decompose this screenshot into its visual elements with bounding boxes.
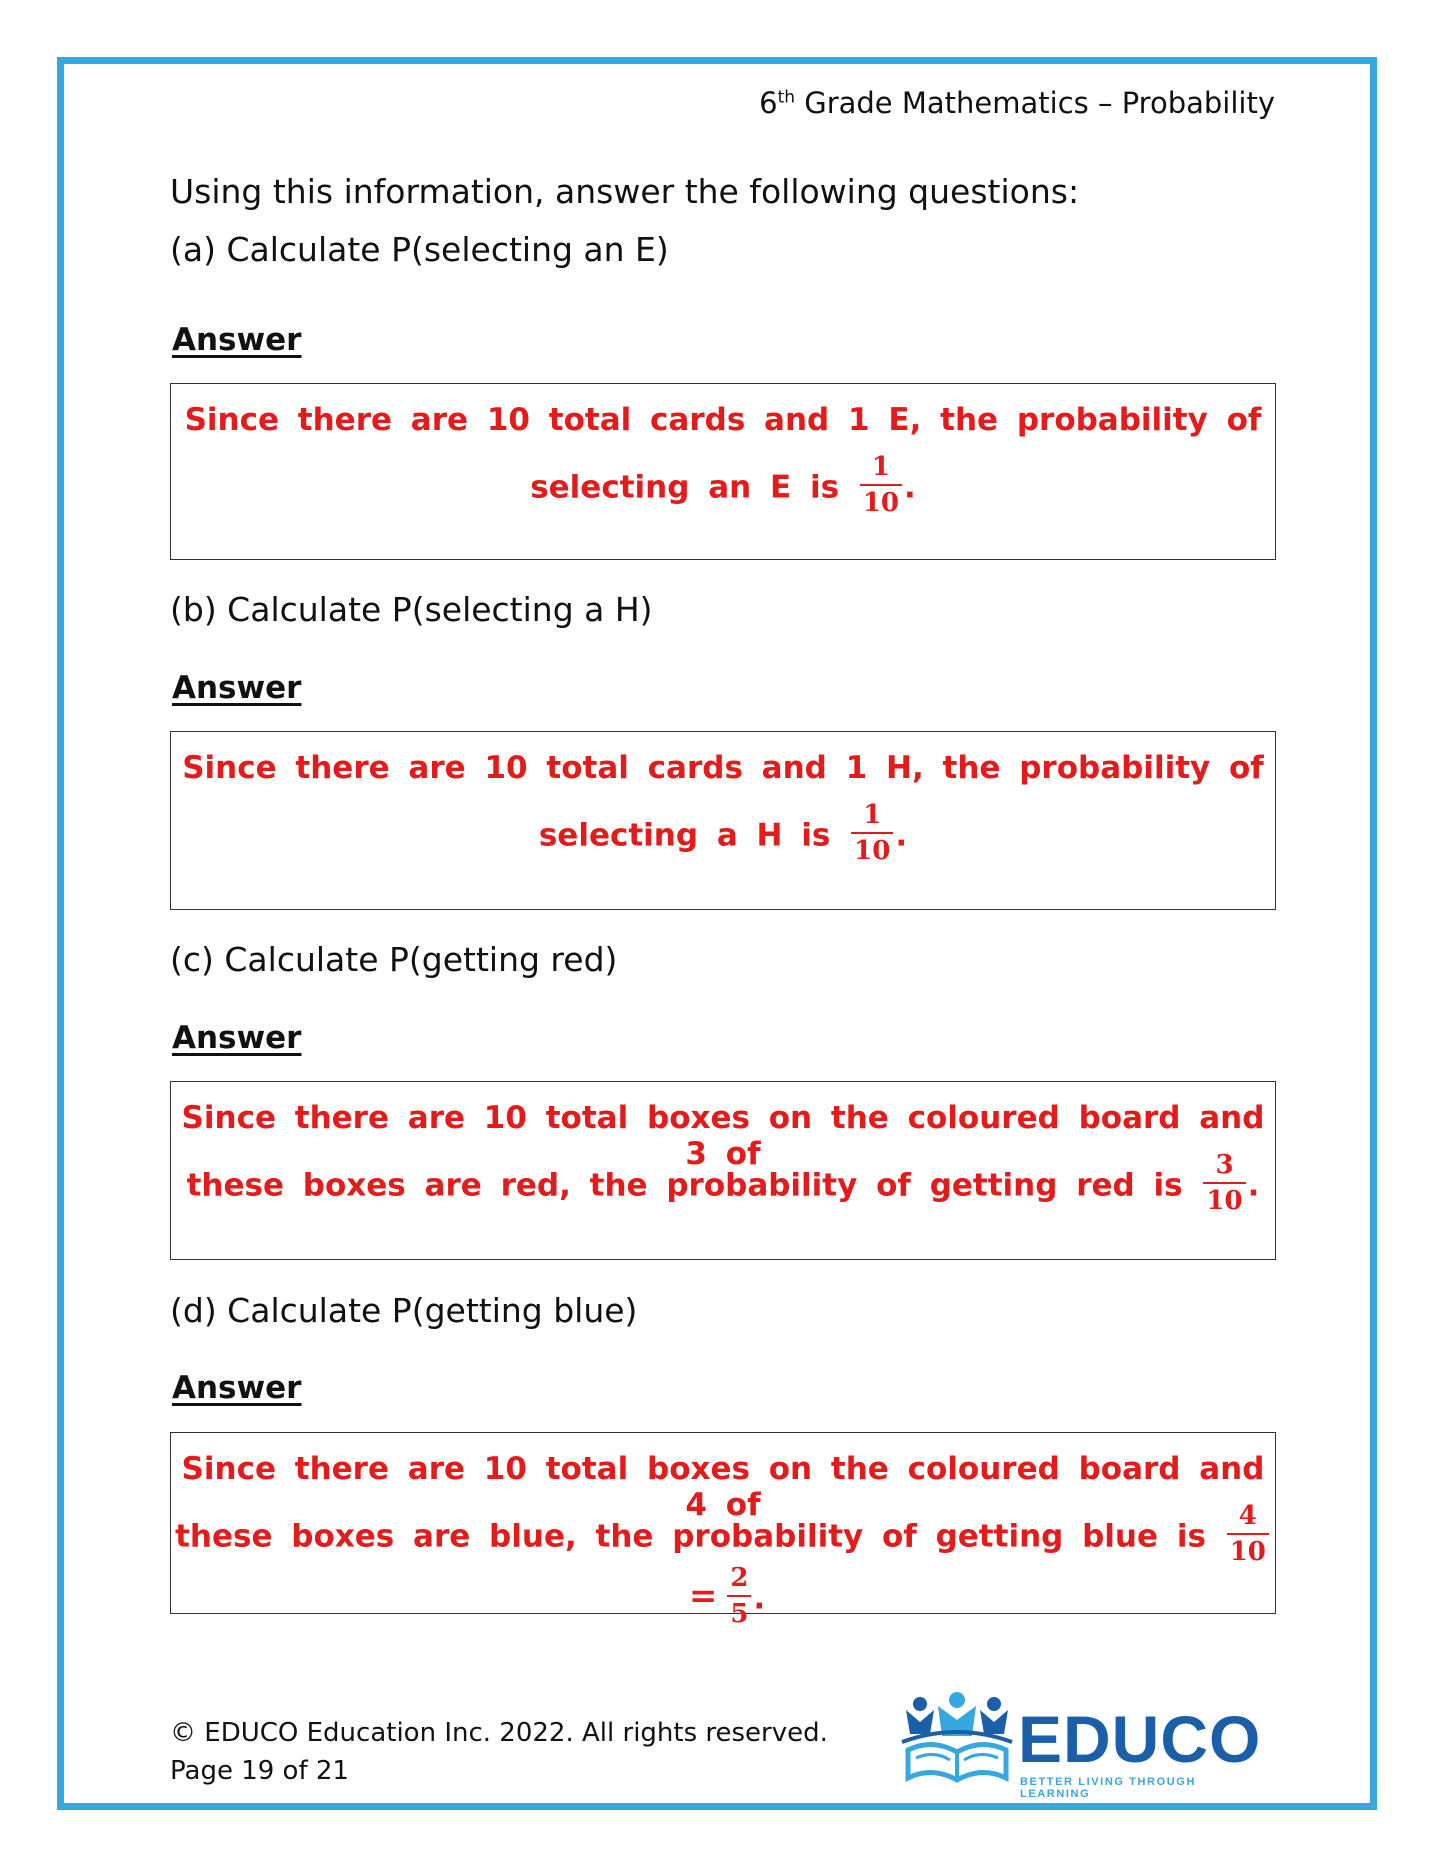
answer-d-line1: Since there are 10 total boxes on the coloured board and 4 of xyxy=(181,1451,1265,1523)
question-c: (c) Calculate P(getting red) xyxy=(170,940,618,979)
answer-c-line1: Since there are 10 total boxes on the coloured board and 3 of xyxy=(181,1100,1265,1172)
answer-a-fraction xyxy=(860,454,902,516)
answer-d-line2-text: these boxes are blue, the probability of getting blue is xyxy=(175,1518,1206,1555)
answer-c-line2: these boxes are red, the probability of getting red is $\frac{3}{10}$ . xyxy=(186,1150,1260,1216)
fraction-numerator: 4 xyxy=(1227,1503,1269,1535)
educo-logo xyxy=(900,1692,1262,1800)
header-title: Grade Mathematics – Probability xyxy=(795,86,1275,120)
answer-label-d: Answer xyxy=(172,1370,302,1406)
educo-people-book-icon xyxy=(900,1692,1015,1792)
answer-label-c: Answer xyxy=(172,1020,302,1056)
fraction-numerator: 3 xyxy=(1203,1152,1245,1184)
answer-d-fraction xyxy=(1227,1503,1269,1565)
answer-box-b xyxy=(170,731,1276,910)
answer-b-line2-text: selecting a H is xyxy=(538,817,831,854)
copyright-text: © EDUCO Education Inc. 2022. All rights reserved. xyxy=(170,1718,828,1748)
question-d: (d) Calculate P(getting blue) xyxy=(170,1291,638,1330)
answer-b-fraction xyxy=(851,802,893,864)
question-a: (a) Calculate P(selecting an E) xyxy=(170,230,669,269)
answer-a-line2-text: selecting an E is xyxy=(530,469,840,506)
page-number: Page 19 of 21 xyxy=(170,1756,349,1786)
page-header xyxy=(759,86,1275,120)
answer-c-fraction xyxy=(1203,1152,1245,1214)
fraction-denominator: 10 xyxy=(1206,1186,1243,1216)
answer-d-line2: these boxes are blue, the probability of getting blue is $\frac{4}{10}$ = $\frac{2}{5}$ . xyxy=(171,1507,1275,1631)
fraction-denominator: 10 xyxy=(1229,1537,1266,1567)
logo-wordmark: EDUCO xyxy=(1018,1702,1262,1776)
answer-box-c xyxy=(170,1081,1276,1260)
fraction-denominator: 10 xyxy=(854,836,891,866)
question-b: (b) Calculate P(selecting a H) xyxy=(170,590,653,629)
answer-b-line2: selecting a H is $\frac{1}{10}$ . xyxy=(538,800,908,866)
fraction-numerator: 2 xyxy=(727,1565,751,1597)
answer-box-a xyxy=(170,383,1276,560)
equals-sign: = xyxy=(688,1575,718,1616)
answer-label-a: Answer xyxy=(172,322,302,358)
fraction-denominator: 5 xyxy=(730,1599,749,1629)
fraction-numerator: 1 xyxy=(851,802,893,834)
fraction-denominator: 10 xyxy=(862,488,900,518)
logo-tagline: BETTER LIVING THROUGH LEARNING xyxy=(1020,1776,1196,1800)
header-grade-number: 6 xyxy=(759,86,778,120)
answer-label-b: Answer xyxy=(172,670,302,706)
header-grade-suffix: th xyxy=(777,87,796,108)
fraction-numerator: 1 xyxy=(860,454,902,486)
answer-c-line2-text: these boxes are red, the probability of getting red is xyxy=(186,1167,1183,1204)
answer-d-fraction-simplified xyxy=(727,1565,751,1627)
answer-box-d xyxy=(170,1432,1276,1629)
answer-a-line2: selecting an E is $\frac{1}{10}$ . xyxy=(530,452,916,518)
answer-b-line1: Since there are 10 total cards and 1 H, the probability of xyxy=(182,750,1264,786)
intro-text: Using this information, answer the following questions: xyxy=(170,172,1080,211)
answer-a-line1: Since there are 10 total cards and 1 E, the probability of xyxy=(184,402,1262,438)
